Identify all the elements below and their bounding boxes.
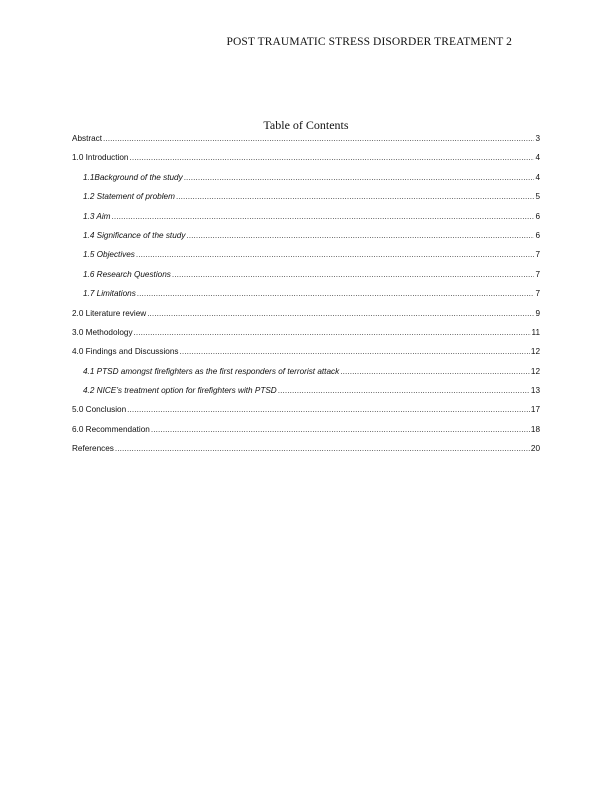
toc-entry-conclusion[interactable] bbox=[72, 404, 540, 423]
toc-dot-leader bbox=[147, 308, 534, 320]
toc-entry-label: 2.0 Literature review bbox=[72, 308, 147, 318]
toc-dot-leader bbox=[111, 211, 534, 223]
toc-entry-literature-review[interactable] bbox=[72, 308, 540, 327]
toc-entry-label: 4.1 PTSD amongst firefighters as the first responders of terrorist attack bbox=[83, 366, 340, 376]
running-head: POST TRAUMATIC STRESS DISORDER TREATMENT 2 bbox=[226, 36, 512, 48]
toc-dot-leader bbox=[340, 366, 530, 378]
toc-entry-abstract[interactable] bbox=[72, 133, 540, 152]
toc-entry-label: Abstract bbox=[72, 134, 103, 143]
toc-entry-background[interactable] bbox=[72, 172, 540, 191]
toc-entry-ptsd-firefighters[interactable] bbox=[72, 366, 540, 385]
toc-entry-label: References bbox=[72, 444, 114, 454]
toc-entry-label: 1.1Background of the study bbox=[83, 172, 183, 182]
toc-dot-leader bbox=[172, 269, 535, 281]
toc-entry-page: 13 bbox=[530, 386, 540, 396]
toc-entry-label: 1.3 Aim bbox=[83, 211, 111, 221]
toc-title: Table of Contents bbox=[263, 118, 349, 132]
toc-entry-page: 7 bbox=[535, 250, 540, 260]
toc-entry-label: 1.2 Statement of problem bbox=[83, 192, 175, 202]
table-of-contents bbox=[72, 133, 540, 463]
toc-dot-leader bbox=[184, 172, 535, 184]
toc-entry-label: 1.5 Objectives bbox=[83, 250, 135, 260]
toc-dot-leader bbox=[127, 404, 530, 416]
toc-entry-label: 1.0 Introduction bbox=[72, 153, 129, 163]
toc-entry-label: 4.2 NICE’s treatment option for firefighters with PTSD bbox=[83, 386, 277, 396]
toc-entry-page: 18 bbox=[530, 424, 540, 434]
toc-entry-recommendation[interactable] bbox=[72, 424, 540, 443]
toc-entry-page: 4 bbox=[535, 172, 540, 182]
toc-entry-page: 17 bbox=[530, 405, 540, 415]
toc-entry-methodology[interactable] bbox=[72, 327, 540, 346]
toc-entry-page: 7 bbox=[535, 269, 540, 279]
toc-entry-research-questions[interactable] bbox=[72, 269, 540, 288]
toc-entry-significance[interactable] bbox=[72, 230, 540, 249]
toc-dot-leader bbox=[103, 133, 534, 145]
toc-dot-leader bbox=[129, 152, 534, 164]
toc-dot-leader bbox=[186, 230, 534, 242]
toc-entry-limitations[interactable] bbox=[72, 288, 540, 307]
toc-entry-aim[interactable] bbox=[72, 211, 540, 230]
toc-entry-page: 9 bbox=[535, 308, 540, 318]
toc-dot-leader bbox=[134, 327, 531, 339]
toc-entry-label: 3.0 Methodology bbox=[72, 327, 133, 337]
toc-entry-page: 7 bbox=[535, 289, 540, 299]
toc-entry-nice-treatment[interactable] bbox=[72, 385, 540, 404]
toc-entry-objectives[interactable] bbox=[72, 249, 540, 268]
toc-entry-statement-of-problem[interactable] bbox=[72, 191, 540, 210]
toc-entry-label: 1.4 Significance of the study bbox=[83, 230, 186, 240]
toc-entry-label: 5.0 Conclusion bbox=[72, 405, 127, 415]
toc-dot-leader bbox=[278, 385, 530, 397]
toc-dot-leader bbox=[136, 249, 535, 261]
toc-entry-page: 5 bbox=[535, 192, 540, 202]
toc-entry-page: 11 bbox=[531, 327, 540, 337]
toc-dot-leader bbox=[151, 424, 530, 436]
toc-entry-page: 4 bbox=[535, 153, 540, 163]
toc-entry-label: 4.0 Findings and Discussions bbox=[72, 347, 179, 357]
toc-entry-label: 6.0 Recommendation bbox=[72, 424, 150, 434]
toc-entry-label: 1.6 Research Questions bbox=[83, 269, 171, 279]
toc-entry-page: 12 bbox=[530, 366, 540, 376]
toc-entry-page: 20 bbox=[530, 444, 540, 454]
toc-entry-page: 6 bbox=[535, 211, 540, 221]
toc-entry-introduction[interactable] bbox=[72, 152, 540, 171]
toc-dot-leader bbox=[180, 346, 530, 358]
toc-dot-leader bbox=[176, 191, 535, 203]
toc-dot-leader bbox=[115, 443, 530, 455]
toc-entry-findings[interactable] bbox=[72, 346, 540, 365]
toc-entry-label: 1.7 Limitations bbox=[83, 289, 136, 299]
toc-entry-page: 12 bbox=[530, 347, 540, 357]
toc-entry-references[interactable] bbox=[72, 443, 540, 462]
toc-dot-leader bbox=[137, 288, 535, 300]
toc-entry-page: 6 bbox=[535, 230, 540, 240]
toc-entry-page: 3 bbox=[535, 134, 540, 143]
